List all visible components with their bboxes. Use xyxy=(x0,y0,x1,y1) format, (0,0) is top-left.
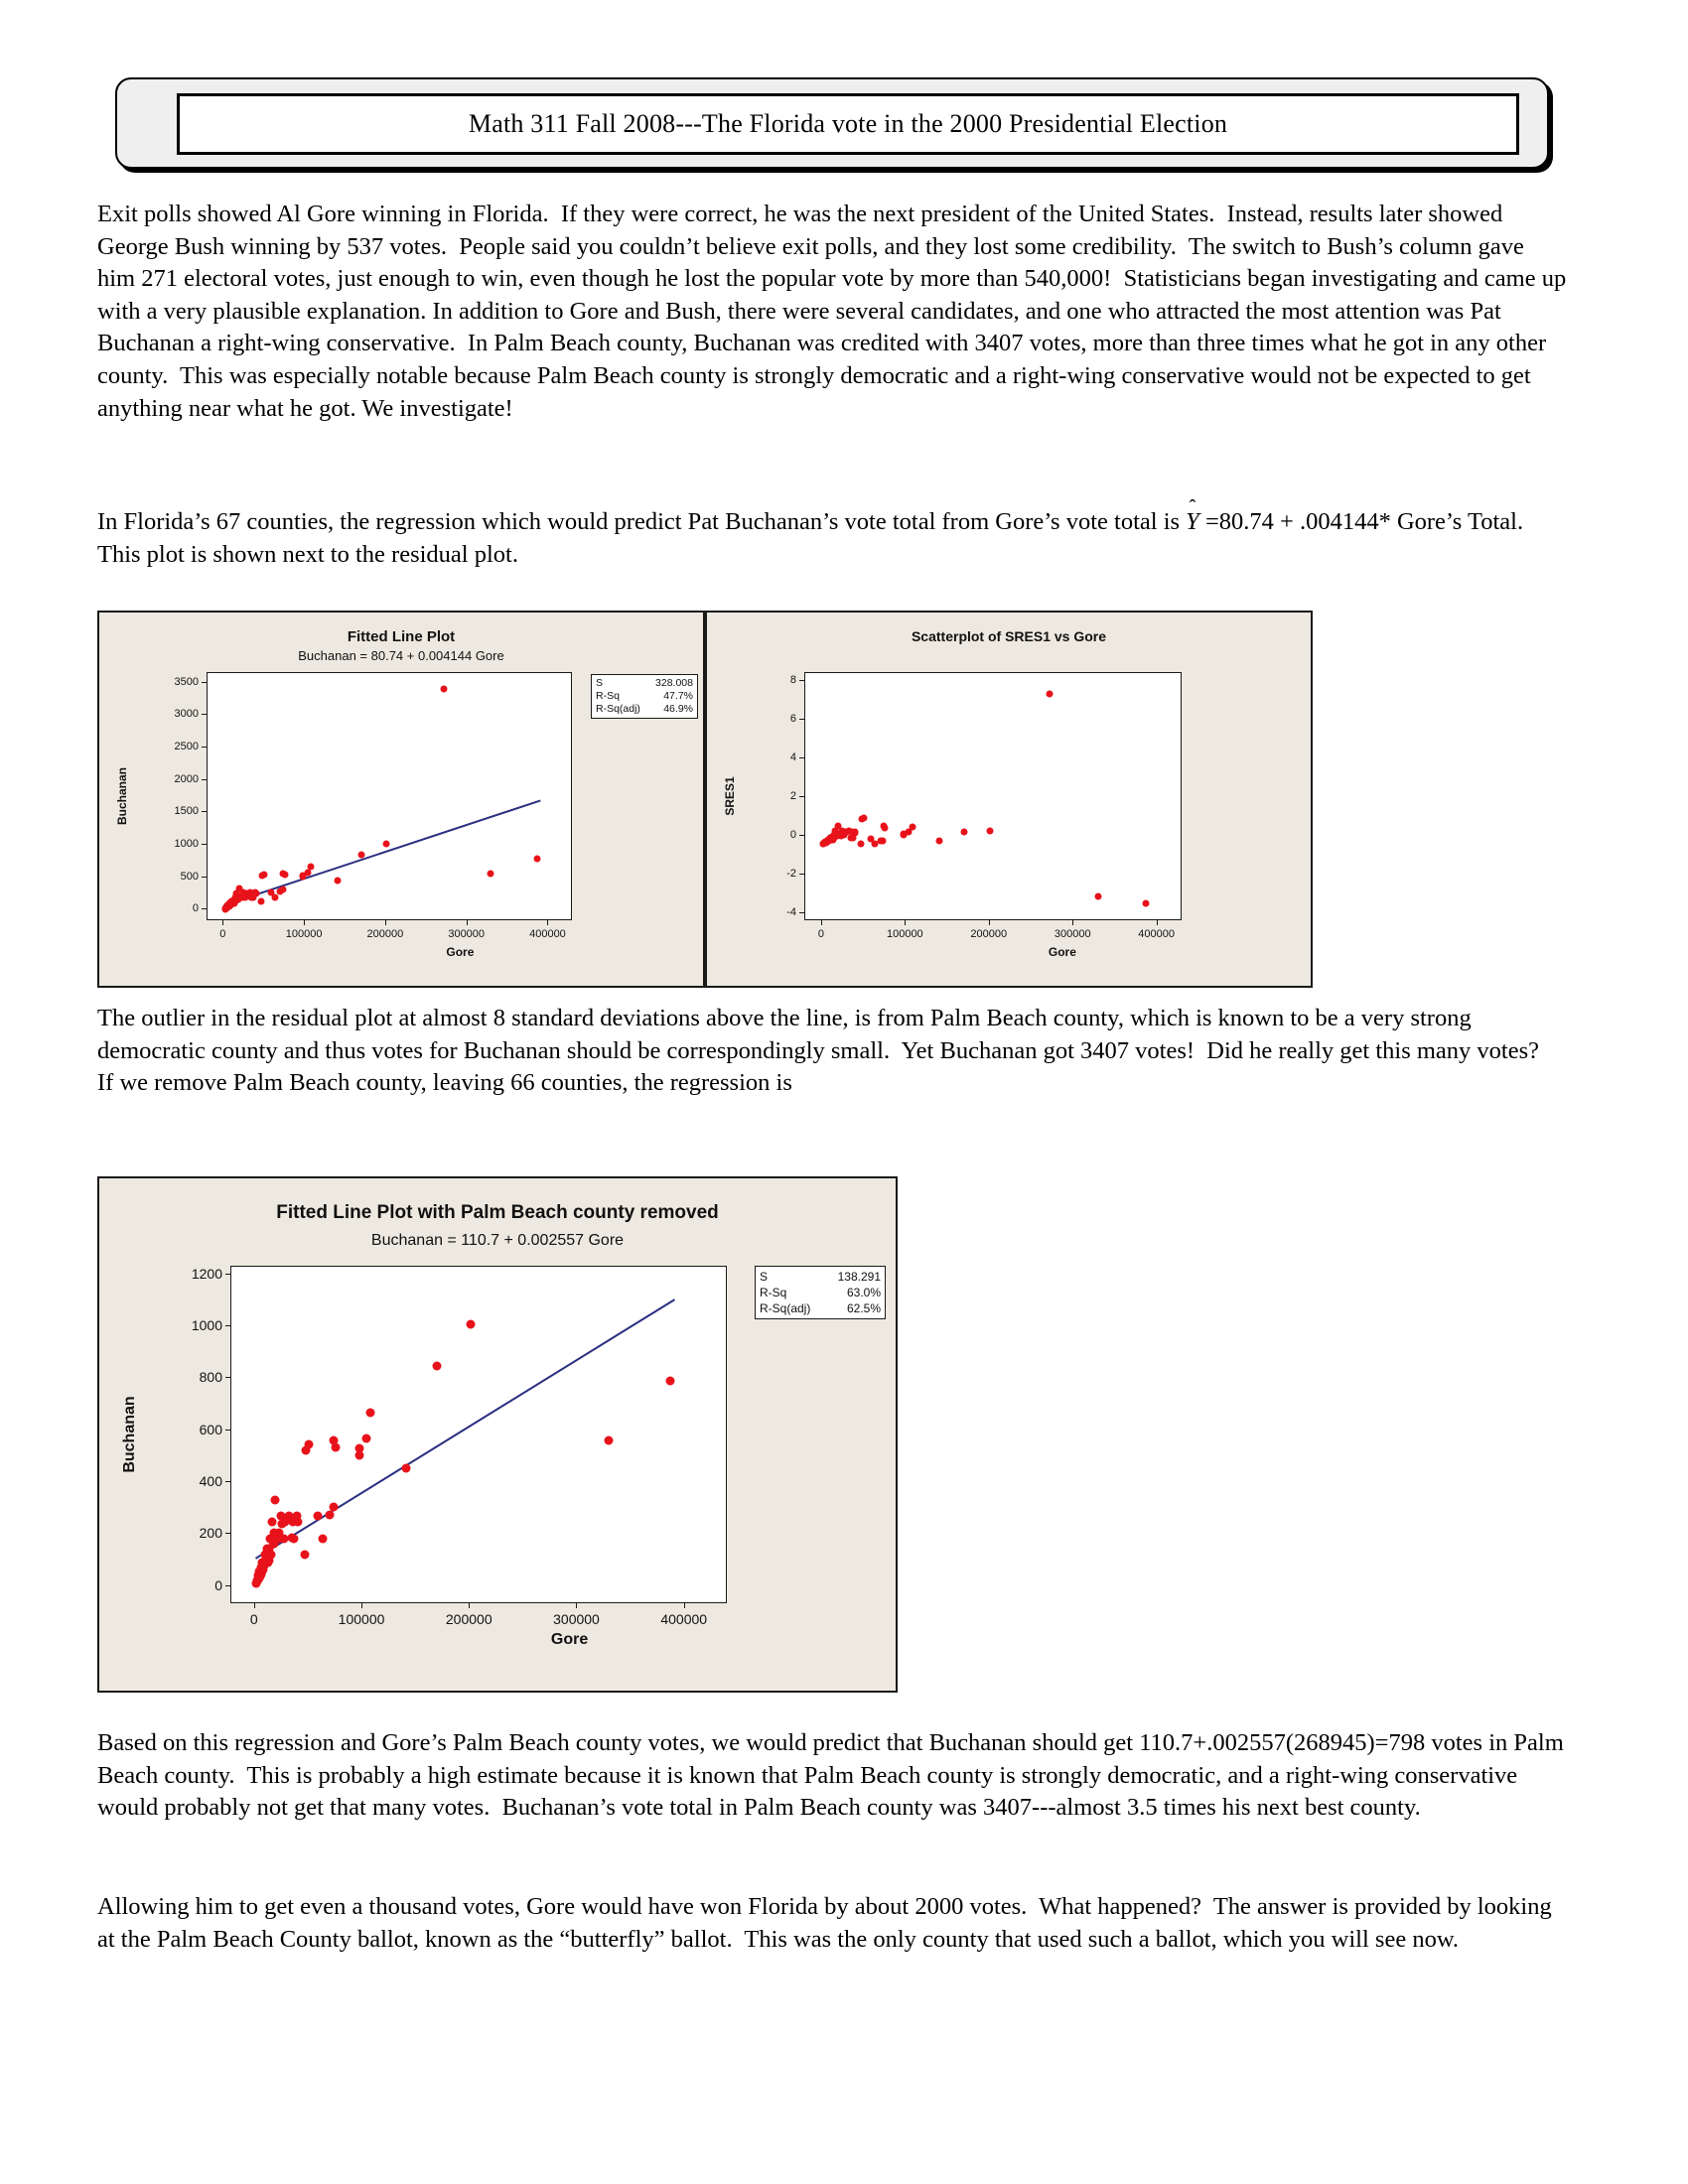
data-point xyxy=(666,1377,675,1386)
y-axis-tick xyxy=(225,1430,230,1431)
y-axis-tick-label: 2500 xyxy=(174,741,199,753)
x-axis-tick-label: 200000 xyxy=(366,928,404,940)
y-axis-tick-label: 3500 xyxy=(174,675,199,688)
y-axis-tick-label: -4 xyxy=(786,906,796,919)
x-axis-tick xyxy=(469,1603,470,1608)
y-axis-tick xyxy=(202,714,207,715)
x-axis-tick-label: 300000 xyxy=(1054,928,1091,940)
data-point xyxy=(383,841,390,848)
data-point xyxy=(820,841,827,848)
statistics-key: R-Sq(adj) xyxy=(596,703,640,715)
regression-text-pre: In Florida’s 67 counties, the regression which would predict Pat Buchanan’s vote total from Gore’s vote total is xyxy=(97,508,1187,535)
data-point xyxy=(277,888,284,895)
y-axis-tick xyxy=(799,719,804,720)
y-axis-tick-label: 800 xyxy=(199,1369,222,1386)
data-point xyxy=(867,836,874,843)
x-axis-tick xyxy=(821,920,822,925)
data-point xyxy=(936,838,943,845)
x-axis-tick-label: 100000 xyxy=(338,1611,385,1627)
x-axis-tick xyxy=(547,920,548,925)
x-axis-tick-label: 200000 xyxy=(970,928,1008,940)
y-axis-tick xyxy=(225,1585,230,1586)
y-axis-tick xyxy=(799,796,804,797)
y-axis-tick-label: 200 xyxy=(199,1525,222,1542)
y-axis-title: SRES1 xyxy=(723,776,737,816)
x-axis-tick xyxy=(684,1603,685,1608)
data-point xyxy=(258,898,265,905)
statistics-value: 63.0% xyxy=(846,1286,881,1299)
statistics-value: 138.291 xyxy=(837,1270,881,1284)
data-point xyxy=(335,877,342,884)
y-axis-tick xyxy=(225,1325,230,1326)
x-axis-tick xyxy=(304,920,305,925)
data-point xyxy=(276,1512,285,1521)
paragraph-prediction: Based on this regression and Gore’s Palm Beach county votes, we would predict that Buchanan should get 110.7+.002557(268945)=798 votes in Palm Beach county. This is probably a high estimate because it is known that Palm Beach county is strongly democratic, and a right-wing conservative would probably not get that many votes. Buchanan’s vote total in Palm Beach county was 3407---almost 3.5 times his next best county. xyxy=(97,1729,1570,1822)
x-axis-tick xyxy=(385,920,386,925)
y-hat-symbol xyxy=(1186,506,1199,539)
plot-area xyxy=(207,672,572,920)
y-axis-tick xyxy=(225,1533,230,1534)
statistics-box xyxy=(755,1266,886,1319)
data-point xyxy=(401,1464,410,1473)
data-point xyxy=(221,905,228,912)
paragraph-intro: Exit polls showed Al Gore winning in Florida. If they were correct, he was the next president of the United States. Instead, results later showed George Bush winning by 537 votes. People said you couldn’t believe exit polls, and they lost some credibility. The switch to Bush’s column gave him 271 electoral votes, just enough to win, even though he lost the popular vote by more than 540,000! Statisticians began investigating and came up with a very plausible explanation. In addition to Gore and Bush, there were several candidates, and one who attracted the most attention was Pat Buchanan a right-wing conservative. In Palm Beach county, Buchanan was credited with 3407 votes, more than three times what he got in any other county. This was especially notable because Palm Beach county is strongly democratic and a right-wing conservative would not be expected to get anything near what he got. We investigate! xyxy=(97,201,1573,422)
data-point xyxy=(267,888,274,895)
data-point xyxy=(847,834,854,841)
y-axis-tick xyxy=(202,779,207,780)
statistics-key: R-Sq xyxy=(760,1286,787,1299)
y-hat-letter: Y xyxy=(1186,508,1199,535)
y-axis-tick xyxy=(202,908,207,909)
header-inner-frame xyxy=(177,93,1519,155)
chart-fitted-line-plot xyxy=(97,611,705,988)
data-point xyxy=(252,1579,261,1588)
statistics-key: R-Sq(adj) xyxy=(760,1301,811,1315)
y-axis-tick-label: 2000 xyxy=(174,772,199,785)
y-axis-tick-label: 0 xyxy=(214,1576,222,1593)
x-axis-tick xyxy=(254,1603,255,1608)
statistics-value: 46.9% xyxy=(663,703,693,715)
x-axis-tick-label: 0 xyxy=(249,1611,258,1627)
y-axis-tick-label: 6 xyxy=(789,712,796,725)
data-point xyxy=(1143,900,1150,907)
data-point xyxy=(961,828,968,835)
y-axis-tick xyxy=(799,680,804,681)
y-axis-tick xyxy=(225,1481,230,1482)
y-axis-tick-label: 600 xyxy=(199,1421,222,1437)
y-axis-title: Buchanan xyxy=(115,766,129,826)
data-point xyxy=(880,823,887,830)
data-point xyxy=(267,1517,276,1526)
data-point xyxy=(271,894,278,901)
statistics-key: R-Sq xyxy=(596,690,620,702)
regression-text-post: =80.74 + .004144* Gore’s Total. This plot is shown next to the residual plot. xyxy=(97,508,1535,568)
data-point xyxy=(433,1361,442,1370)
data-point xyxy=(987,827,994,834)
y-axis-tick xyxy=(225,1377,230,1378)
x-axis-tick-label: 0 xyxy=(219,928,226,940)
x-axis-tick-label: 400000 xyxy=(529,928,566,940)
y-axis-tick xyxy=(202,877,207,878)
statistics-key: S xyxy=(596,677,604,689)
paragraph-outlier: The outlier in the residual plot at almost 8 standard deviations above the line, is from Palm Beach county, which is known to be a very strong democratic county and thus votes for Buchanan should be correspondingly small. Yet Buchanan got 3407 votes! Did he really get this many votes? If we remove Palm Beach county, leaving 66 counties, the regression is xyxy=(97,1005,1552,1097)
plot-area xyxy=(804,672,1182,920)
data-point xyxy=(1094,892,1101,899)
statistics-value: 62.5% xyxy=(846,1301,881,1315)
data-point xyxy=(301,1550,310,1559)
data-point xyxy=(858,841,865,848)
data-point xyxy=(271,1496,280,1505)
y-axis-tick xyxy=(202,844,207,845)
x-axis-tick xyxy=(1072,920,1073,925)
x-axis-tick-label: 300000 xyxy=(448,928,486,940)
y-axis-tick xyxy=(799,912,804,913)
y-axis-tick-label: 1200 xyxy=(191,1265,222,1282)
x-axis-title: Gore xyxy=(1048,945,1076,959)
statistics-value: 47.7% xyxy=(663,690,693,702)
data-point xyxy=(466,1319,475,1328)
y-axis-tick xyxy=(799,835,804,836)
data-point xyxy=(259,873,266,880)
x-axis-tick-label: 400000 xyxy=(1138,928,1176,940)
chart-title: Fitted Line Plot with Palm Beach county removed xyxy=(276,1202,719,1223)
x-axis-tick xyxy=(576,1603,577,1608)
data-point xyxy=(604,1435,613,1444)
statistics-row xyxy=(592,690,697,703)
chart-fitted-line-plot-no-palm-beach xyxy=(97,1176,898,1693)
x-axis-tick xyxy=(989,920,990,925)
statistics-key: S xyxy=(760,1270,769,1284)
y-axis-tick-label: 0 xyxy=(192,902,199,915)
statistics-box xyxy=(591,674,698,719)
data-point xyxy=(361,1433,370,1442)
data-point xyxy=(302,1446,311,1455)
data-point xyxy=(355,1443,364,1452)
x-axis-tick-label: 100000 xyxy=(285,928,323,940)
data-point xyxy=(313,1512,322,1521)
x-axis-tick-label: 300000 xyxy=(553,1611,600,1627)
paragraph-regression xyxy=(97,506,1567,571)
paragraph-ballot: Allowing him to get even a thousand votes, Gore would have won Florida by about 2000 votes. What happened? The answer is provided by looking at the Palm Beach County ballot, known as the “butterfly” ballot. This was the only county that used such a ballot, which you will see now. xyxy=(97,1893,1558,1953)
x-axis-tick-label: 100000 xyxy=(886,928,923,940)
y-axis-tick-label: 1000 xyxy=(191,1317,222,1334)
y-axis-tick-label: 1500 xyxy=(174,805,199,818)
statistics-row xyxy=(756,1300,885,1316)
y-axis-tick xyxy=(202,682,207,683)
x-axis-tick-label: 200000 xyxy=(445,1611,492,1627)
y-axis-tick-label: 0 xyxy=(789,829,796,842)
x-axis-title: Gore xyxy=(446,945,475,959)
data-point xyxy=(278,1519,287,1528)
plot-area xyxy=(230,1266,727,1603)
data-point xyxy=(299,872,306,879)
data-point xyxy=(858,816,865,823)
statistics-row xyxy=(756,1269,885,1285)
x-axis-tick xyxy=(222,920,223,925)
y-axis-tick-label: 400 xyxy=(199,1473,222,1490)
document-header xyxy=(115,77,1549,169)
x-axis-tick-label: 400000 xyxy=(660,1611,708,1627)
y-axis-title: Buchanan xyxy=(121,1396,138,1473)
data-point xyxy=(1046,691,1053,698)
data-point xyxy=(287,1534,296,1543)
data-point xyxy=(366,1409,375,1418)
x-axis-tick xyxy=(361,1603,362,1608)
y-axis-tick xyxy=(799,874,804,875)
data-point xyxy=(534,855,541,862)
chart-sres1-vs-gore xyxy=(705,611,1313,988)
statistics-value: 328.008 xyxy=(655,677,693,689)
y-axis-tick xyxy=(202,747,207,748)
data-point xyxy=(329,1435,338,1444)
data-point xyxy=(318,1534,327,1543)
x-axis-tick-label: 0 xyxy=(817,928,824,940)
y-axis-tick xyxy=(799,757,804,758)
y-axis-tick-label: 4 xyxy=(789,751,796,763)
x-axis-tick xyxy=(467,920,468,925)
statistics-row xyxy=(592,677,697,690)
y-axis-tick-label: 3000 xyxy=(174,708,199,721)
x-axis-tick xyxy=(1157,920,1158,925)
data-point xyxy=(901,830,908,837)
y-axis-tick-label: 1000 xyxy=(174,837,199,850)
data-point xyxy=(440,685,447,692)
data-point xyxy=(358,851,365,858)
y-axis-tick xyxy=(202,811,207,812)
statistics-row xyxy=(592,703,697,716)
y-axis-tick xyxy=(225,1274,230,1275)
chart-subtitle: Buchanan = 80.74 + 0.004144 Gore xyxy=(298,648,504,663)
x-axis-title: Gore xyxy=(550,1631,589,1648)
data-point xyxy=(265,1535,274,1544)
page-title: Math 311 Fall 2008---The Florida vote in the 2000 Presidential Election xyxy=(468,109,1228,138)
chart-subtitle: Buchanan = 110.7 + 0.002557 Gore xyxy=(370,1232,625,1249)
data-point xyxy=(326,1511,335,1520)
data-point xyxy=(280,870,287,877)
y-axis-tick-label: 8 xyxy=(789,673,796,686)
chart-title: Scatterplot of SRES1 vs Gore xyxy=(911,628,1107,644)
y-axis-tick-label: 500 xyxy=(180,870,199,883)
data-point xyxy=(488,870,494,877)
y-axis-tick-label: 2 xyxy=(789,790,796,802)
statistics-row xyxy=(756,1285,885,1300)
y-axis-tick-label: -2 xyxy=(786,868,796,881)
x-axis-tick xyxy=(905,920,906,925)
chart-title: Fitted Line Plot xyxy=(347,628,456,645)
